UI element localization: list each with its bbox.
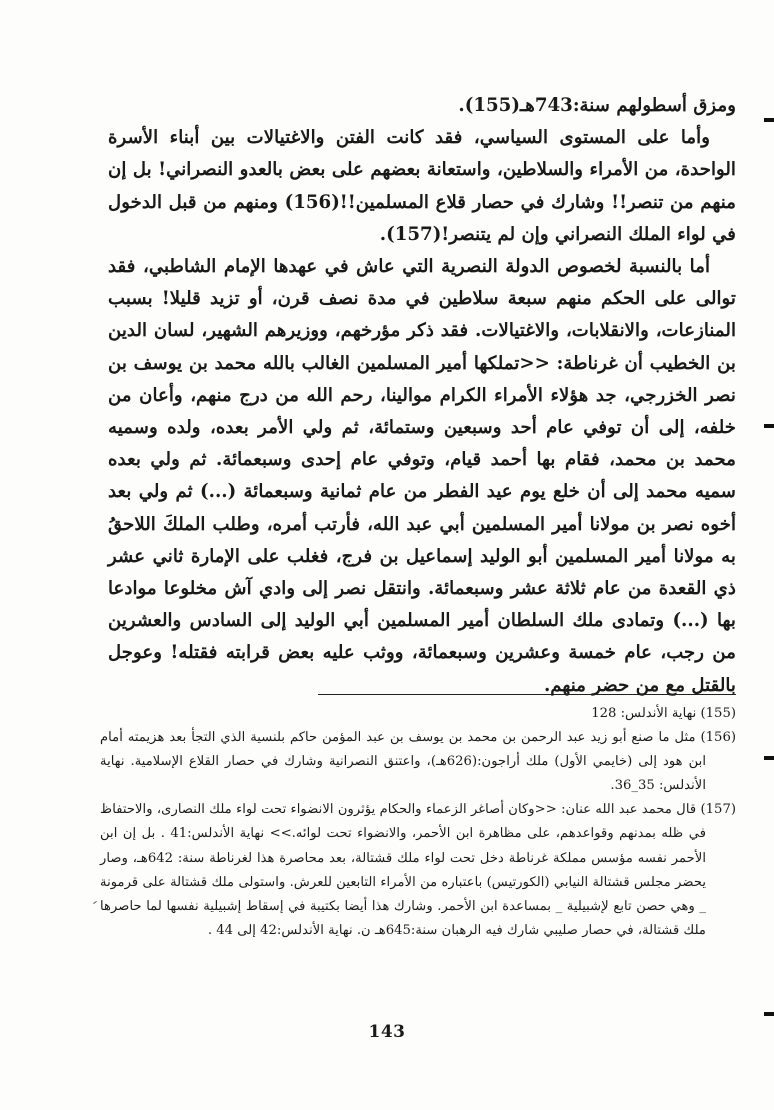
scan-speck <box>93 901 97 904</box>
page-number: 143 <box>368 1022 406 1042</box>
scan-edge-mark <box>764 1012 774 1016</box>
paragraph-continuation: ومزق أسطولهم سنة:743هـ(155). <box>458 95 736 116</box>
paragraph-nasrid-dynasty: أما بالنسبة لخصوص الدولة النصرية التي عاش في عهدها الإمام الشاطبي، فقد توالى على الحكم منهم سبعة سلاطين في مدة نصف قرن، أو تزيد قليلا! بسبب المنازعات، والانقلابات، والاغتيالات. فقد ذكر مؤرخهم، ووزيرهم الشهير، لسان الدين بن الخطيب أن غرناطة: <<تملكها أمير المسلمين الغالب بالله محمد بن يوسف بن نصر الخزرجي، جد هؤلاء الأمراء الكرام موالينا، رحم الله من درج منهم، وأعان من خلفه، إلى أن توفي عام أحد وسبعين وستمائة، ثم ولي الأمر بعده، ولده وسميه محمد بن محمد، فقام بها أحمد قيام، وتوفي عام إحدى وسبعمائة. ثم ولي بعده سميه محمد إلى أن خلع يوم عيد الفطر من عام ثمانية وسبعمائة (...) ثم ولي بعد أخوه نصر بن مولانا أمير المسلمين أبي عبد الله، فأرتب أمره، وطلب الملكَ اللاحقُ به مولانا أمير المسلمين أبو الوليد إسماعيل بن فرج، فغلب على الإمارة ثاني عشر ذي القعدة من عام ثلاثة عشر وسبعمائة. وانتقل نصر إلى وادي آش مخلوعا موادعا بها (...) وتمادى ملك السلطان أمير المسلمين أبي الوليد إلى السادس والعشرين من رجب، عام خمسة وعشرين وسبعمائة، ووثب عليه بعض قرابته فقتله! وعوجل بالقتل مع من حضر منهم. <box>108 256 736 696</box>
footnote-separator <box>318 694 736 695</box>
footnote-157: (157) قال محمد عبد الله عنان: <<وكان أصاغر الزعماء والحكام يؤثرون الانضواء تحت لواء ملك النصارى، والاحتفاظ في ظله بمدنهم وقواعدهم، على مظاهرة ابن الأحمر، والانضواء تحت لوائه.>> نهاية الأندلس:41 . بل إن ابن الأحمر نفسه مؤسس مملكة غرناطة دخل تحت لواء ملك قشتالة، بعد محاصرة هذا لغرناطة سنة: 642هـ، وصار يحضر مجلس قشتالة النيابي (الكورتيس) باعتباره من الأمراء التابعين للعرش. واستولى ملك قشتالة على قرمونة _ وهي حصن تابع لإشبيلية _ بمساعدة ابن الأحمر. وشارك هذا أيضا بكتيبة في إسقاط إشبيلية نفسها لما حاصرها ملك قشتالة، في حصار صليبي شارك فيه الرهبان سنة:645هـ ن. نهاية الأندلس:42 إلى 44 . <box>100 802 736 938</box>
scan-edge-mark <box>764 424 774 428</box>
scan-edge-mark <box>764 118 774 122</box>
footnotes <box>100 702 736 943</box>
footnote-156: (156) مثل ما صنع أبو زيد عبد الرحمن بن محمد بن يوسف بن عبد المؤمن حاكم بلنسية الذي التجأ بعد هزيمته أمام ابن هود إلى (خايمي الأول) ملك أراجون:(626هـ)، واعتنق النصرانية وشارك في حصار القلاع الإسلامية. نهاية الأندلس: 35_36. <box>100 730 736 794</box>
scan-edge-mark <box>764 756 774 760</box>
paragraph-political: وأما على المستوى السياسي، فقد كانت الفتن والاغتيالات بين أبناء الأسرة الواحدة، من الأمراء والسلاطين، واستعانة بعضهم على بعض بالعدو النصراني! بل إن منهم من تنصر!! وشارك في حصار قلاع المسلمين!!(156) ومنهم من قبل الدخول في لواء الملك النصراني وإن لم يتنصر!(157). <box>108 127 737 245</box>
footnote-155: (155) نهاية الأندلس: 128 <box>591 706 736 721</box>
main-text <box>108 90 736 702</box>
